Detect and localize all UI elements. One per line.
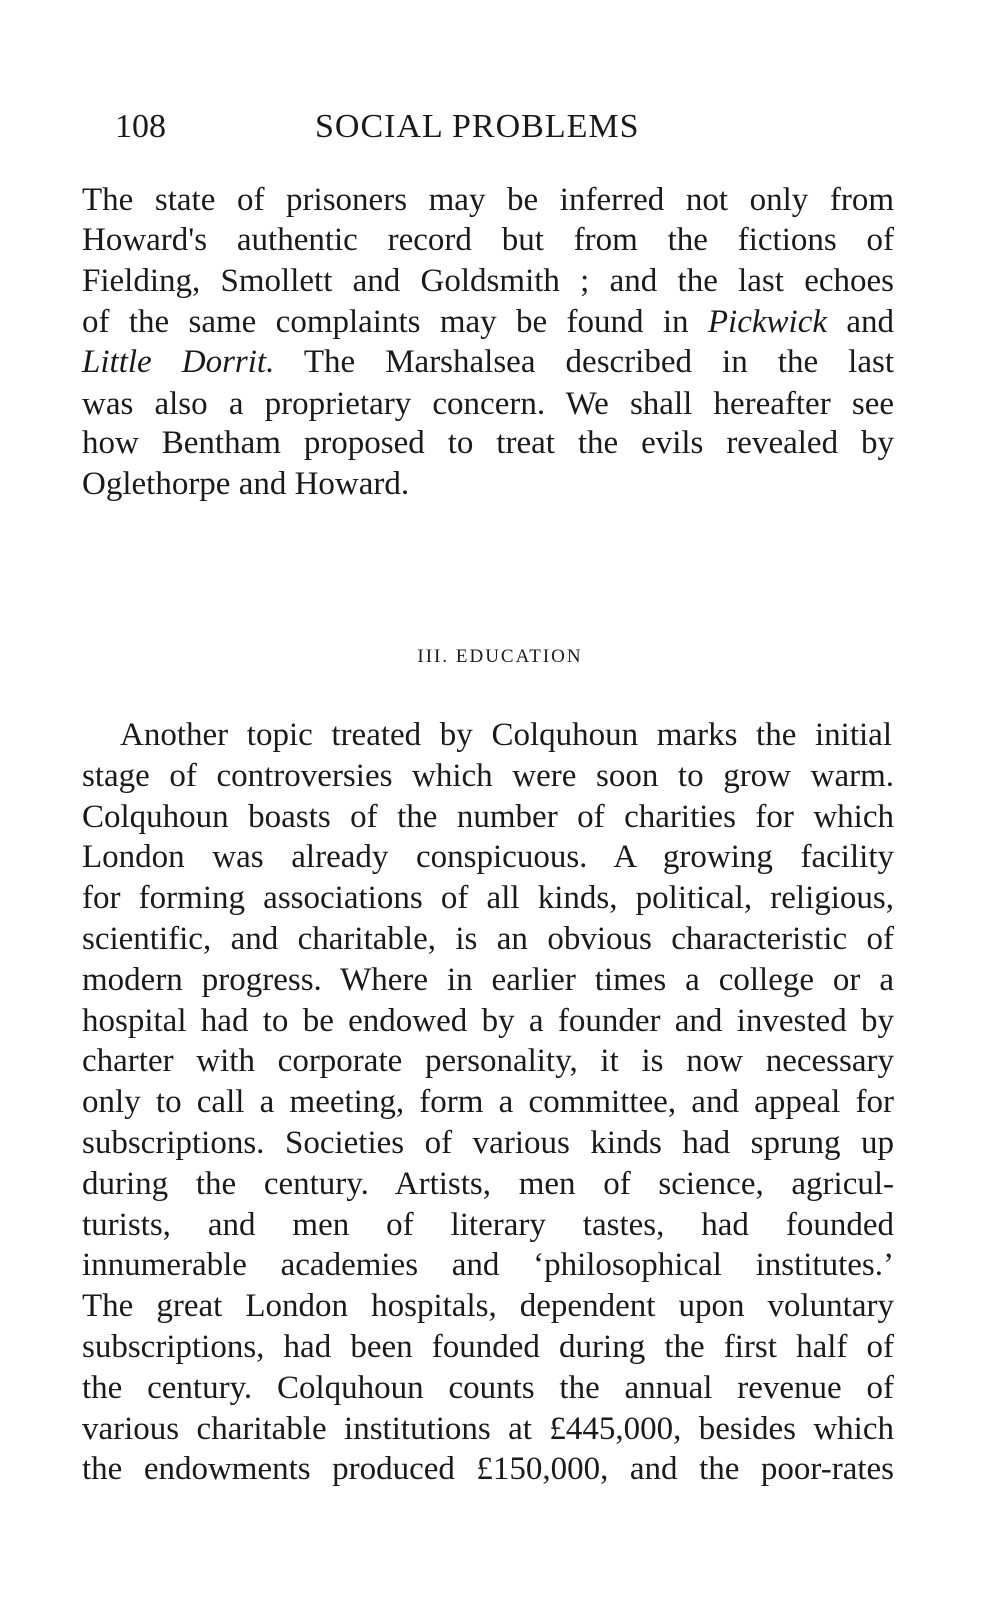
text-line: during the century. Artists, men of science, agricul-: [82, 1165, 894, 1202]
text-line: charter with corporate personality, it is now necessary: [82, 1043, 894, 1080]
text-line: innumerable academies and ‘philosophical institutes.’: [82, 1247, 894, 1284]
text-line: Oglethorpe and Howard.: [82, 466, 410, 502]
italic-title: Little Dorrit.: [82, 344, 275, 380]
page-number: 108: [115, 108, 166, 145]
text-line: the century. Colquhoun counts the annual revenue of: [82, 1369, 894, 1406]
text-line: scientific, and charitable, is an obvious characteristic of: [82, 921, 894, 957]
text-span: The Marshalsea described in the last: [274, 344, 895, 380]
italic-title: Pickwick: [707, 304, 827, 340]
text-line: how Bentham proposed to treat the evils revealed by: [82, 425, 894, 461]
section-heading: III. EDUCATION: [417, 646, 583, 667]
text-line: was also a proprietary concern. We shall hereafter see: [82, 386, 894, 422]
text-line: hospital had to be endowed by a founder and invested by: [82, 1002, 894, 1039]
text-line: Fielding, Smollett and Goldsmith ; and the last echoes: [82, 263, 894, 299]
text-line: various charitable institutions at £445,000, besides which: [82, 1410, 894, 1447]
text-line: London was already conspicuous. A growing facility: [82, 839, 894, 876]
text-line: [82, 342, 894, 382]
text-line: [82, 302, 894, 342]
text-line: only to call a meeting, form a committee, and appeal for: [82, 1084, 894, 1121]
text-line: stage of controversies which were soon to grow warm.: [82, 757, 894, 794]
text-line: Howard's authentic record but from the fictions of: [82, 222, 894, 258]
text-line: The state of prisoners may be inferred not only from: [82, 182, 894, 218]
text-line: subscriptions. Societies of various kinds had sprung up: [82, 1125, 894, 1161]
text-line: The great London hospitals, dependent upon voluntary: [82, 1288, 894, 1325]
text-line: turists, and men of literary tastes, had founded: [82, 1206, 894, 1243]
text-line: modern progress. Where in earlier times a college or a: [82, 961, 894, 998]
text-line: Colquhoun boasts of the number of charities for which: [82, 798, 894, 835]
text-span: and: [826, 304, 894, 340]
running-head: SOCIAL PROBLEMS: [315, 108, 640, 145]
text-line: the endowments produced £150,000, and the poor-rates: [82, 1451, 894, 1488]
text-span: of the same complaints may be found in: [82, 304, 708, 340]
text-line: for forming associations of all kinds, political, religious,: [82, 880, 894, 917]
text-line: Another topic treated by Colquhoun marks the initial: [120, 717, 892, 753]
text-line: subscriptions, had been founded during the first half of: [82, 1329, 894, 1365]
